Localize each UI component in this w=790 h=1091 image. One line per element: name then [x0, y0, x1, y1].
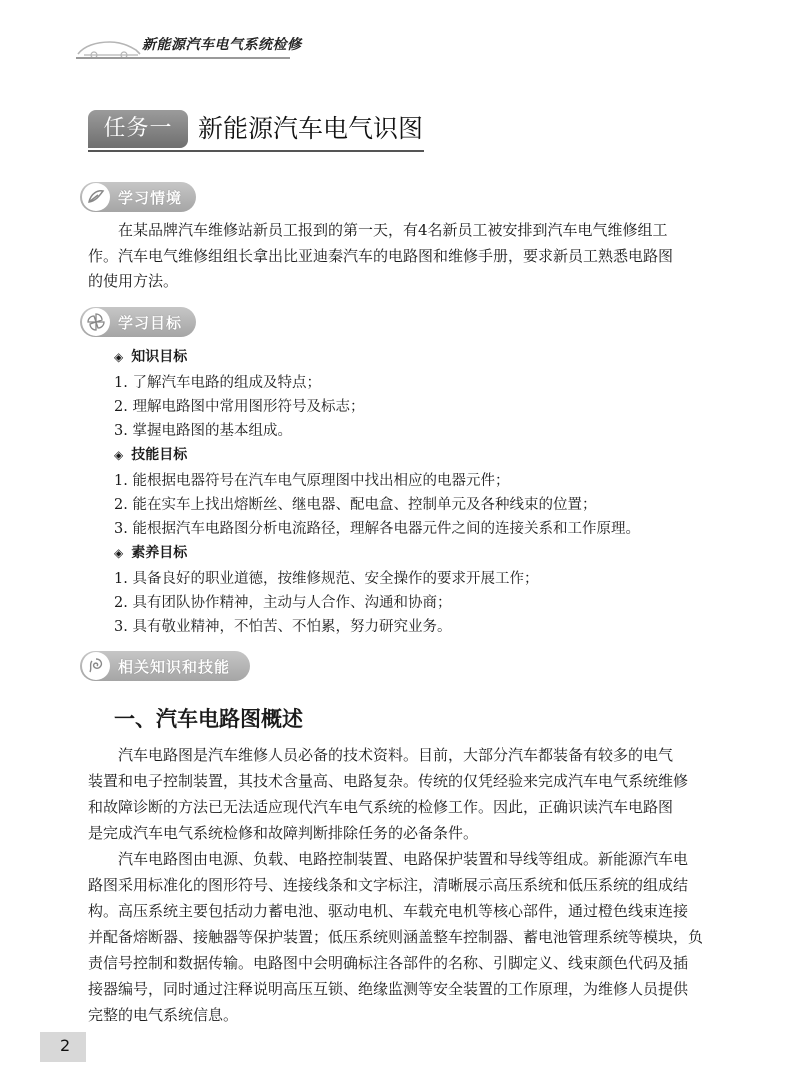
knowledge-objectives-heading: ◈ 知识目标 [114, 349, 188, 365]
swirl-icon [82, 652, 110, 680]
task-underline [88, 150, 424, 152]
body2-line-4: 并配备熔断器、接触器等保护装置；低压系统则涵盖整车控制器、蓄电池管理系统等模块，负 [88, 928, 704, 946]
knowledge-objective-2: 2. 理解电路图中常用图形符号及标志； [114, 399, 365, 415]
body-paragraph-1 [88, 742, 712, 846]
skill-objectives-heading: ◈ 技能目标 [114, 447, 188, 463]
situation-line-2: 作。汽车电气维修组组长拿出比亚迪秦汽车的电路图和维修手册，要求新员工熟悉电路图 [88, 246, 674, 265]
section-pill-situation [80, 182, 196, 212]
section-title-situation: 学习情境 [118, 188, 183, 207]
page-number: 2 [60, 1036, 71, 1055]
situation-line-3: 的使用方法。 [88, 272, 179, 290]
body2-line-7: 完整的电气系统信息。 [88, 1006, 239, 1024]
body2-line-3: 构。高压系统主要包括动力蓄电池、驱动电机、车载充电机等核心部件，通过橙色线束连接 [88, 902, 689, 920]
diamond-bullet-icon: ◈ [114, 546, 124, 560]
running-header-title: 新能源汽车电气系统检修 [142, 37, 302, 53]
section-pill-knowledge [80, 651, 250, 681]
body-paragraph-2 [88, 846, 712, 1028]
situation-paragraph [88, 218, 710, 295]
section-title-goals: 学习目标 [118, 313, 183, 332]
body2-line-2: 路图采用标准化的图形符号、连接线条和文字标注，清晰展示高压系统和低压系统的组成结 [88, 876, 689, 894]
diamond-bullet-icon: ◈ [114, 448, 124, 462]
pinwheel-icon [82, 308, 110, 336]
header-rule [76, 57, 290, 59]
situation-line-1: 在某品牌汽车维修站新员工报到的第一天，有4名新员工被安排到汽车电气维修组工 [118, 221, 668, 239]
skill-objective-1: 1. 能根据电器符号在汽车电气原理图中找出相应的电器元件； [114, 473, 510, 489]
diamond-bullet-icon: ◈ [114, 350, 124, 364]
leaf-swirl-icon [82, 183, 110, 211]
body1-line-3: 和故障诊断的方法已无法适应现代汽车电气系统的检修工作。因此，正确识读汽车电路图 [88, 798, 674, 816]
body2-line-5: 责信号控制和数据传输。电路图中会明确标注各部件的名称、引脚定义、线束颜色代码及插 [88, 954, 689, 972]
skill-objective-2: 2. 能在实车上找出熔断丝、继电器、配电盒、控制单元及各种线束的位置； [114, 497, 597, 513]
quality-objective-2: 2. 具有团队协作精神，主动与人合作、沟通和协商； [114, 595, 452, 611]
task-badge: 任务一 [88, 110, 188, 148]
skill-objective-3: 3. 能根据汽车电路图分析电流路径，理解各电器元件之间的连接关系和工作原理。 [114, 521, 640, 537]
quality-objective-1: 1. 具备良好的职业道德，按维修规范、安全操作的要求开展工作； [114, 571, 539, 587]
knowledge-objective-3: 3. 掌握电路图的基本组成。 [114, 423, 292, 439]
body1-line-4: 是完成汽车电气系统检修和故障判断排除任务的必备条件。 [88, 824, 479, 842]
body2-line-1: 汽车电路图由电源、负载、电路控制装置、电路保护装置和导线等组成。新能源汽车电 [118, 850, 689, 868]
quality-objectives-heading: ◈ 素养目标 [114, 545, 188, 561]
heading-circuit-overview: 一、汽车电路图概述 [114, 707, 303, 731]
task-title: 新能源汽车电气识图 [198, 114, 424, 143]
body1-line-1: 汽车电路图是汽车维修人员必备的技术资料。目前，大部分汽车都装备有较多的电气 [118, 746, 674, 764]
body2-line-6: 接器编号，同时通过注释说明高压互锁、绝缘监测等安全装置的工作原理，为维修人员提供 [88, 980, 689, 998]
body1-line-2: 装置和电子控制装置，其技术含量高、电路复杂。传统的仅凭经验来完成汽车电气系统维修 [88, 772, 689, 790]
quality-objective-3: 3. 具有敬业精神，不怕苦、不怕累，努力研究业务。 [114, 619, 452, 635]
section-pill-goals [80, 307, 196, 337]
section-title-knowledge: 相关知识和技能 [118, 657, 231, 676]
knowledge-objective-1: 1. 了解汽车电路的组成及特点； [114, 375, 321, 391]
